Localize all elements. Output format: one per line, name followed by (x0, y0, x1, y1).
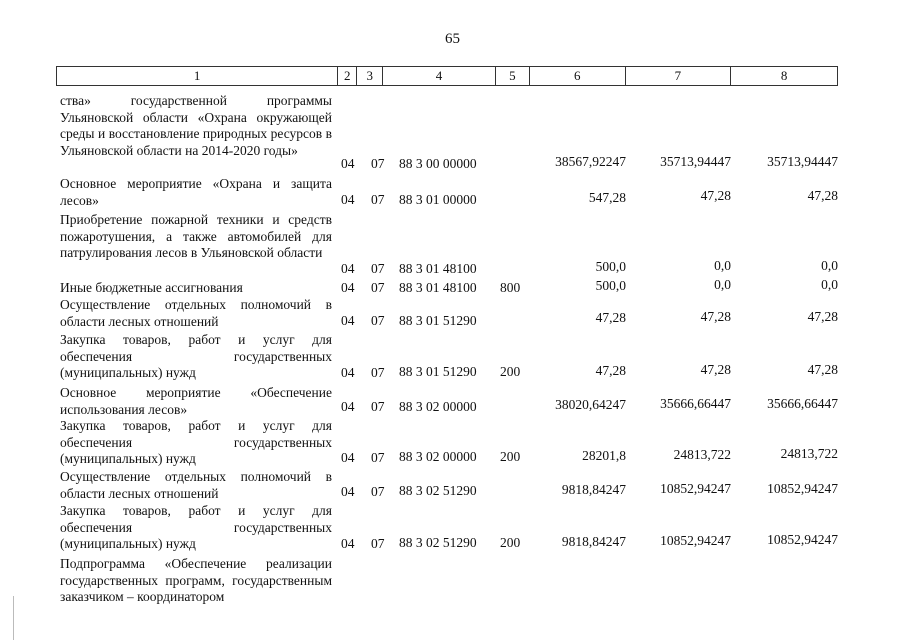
row-pr: 07 (371, 536, 385, 551)
row-value-8: 0,0 (821, 277, 838, 292)
header-col-2: 2 (338, 67, 357, 85)
row-description: Осуществление отдельных полномочий в области лесных отношений (60, 469, 332, 501)
row-value-8: 10852,94247 (767, 532, 838, 547)
row-pr: 07 (371, 261, 385, 276)
row-description: Закупка товаров, работ и услуг для обеспечения государственных (муниципальных) нужд (60, 332, 332, 380)
row-description: ства» государственной программы Ульяновской области «Охрана окружающей среды и восстановление природных ресурсов в Ульяновской области на 2014-2020 годы» (60, 93, 332, 158)
row-pr: 07 (371, 399, 385, 414)
row-value-7: 0,0 (714, 258, 731, 273)
header-col-4: 4 (383, 67, 496, 85)
row-description: Подпрограмма «Обеспечение реализации государственных программ, государственным заказчиком – координатором (60, 556, 332, 604)
row-value-7: 35713,94447 (660, 154, 731, 169)
row-csr: 88 3 01 00000 (399, 192, 477, 207)
row-csr: 88 3 01 51290 (399, 364, 477, 379)
header-col-8: 8 (780, 68, 788, 83)
row-csr: 88 3 01 51290 (399, 313, 477, 328)
row-csr: 88 3 01 48100 (399, 280, 477, 295)
row-description: Основное мероприятие «Охрана и защита лесов» (60, 176, 332, 208)
row-value-8: 47,28 (807, 309, 838, 324)
row-value-8: 24813,722 (780, 446, 838, 461)
row-value-7: 47,28 (700, 188, 731, 203)
row-pr: 07 (371, 450, 385, 465)
row-rz: 04 (341, 313, 355, 328)
row-csr: 88 3 01 48100 (399, 261, 477, 276)
row-csr: 88 3 02 51290 (399, 483, 477, 498)
row-pr: 07 (371, 192, 385, 207)
row-value-6: 28201,8 (582, 448, 626, 463)
header-col-1: 1 (57, 67, 338, 85)
row-value-7: 10852,94247 (660, 533, 731, 548)
row-value-7: 24813,722 (673, 447, 731, 462)
row-description: Закупка товаров, работ и услуг для обеспечения государственных (муниципальных) нужд (60, 418, 332, 466)
row-value-7: 47,28 (700, 309, 731, 324)
row-rz: 04 (341, 450, 355, 465)
table-header (56, 66, 838, 86)
row-description: Основное мероприятие «Обеспечение использования лесов» (60, 385, 332, 417)
row-rz: 04 (341, 399, 355, 414)
row-description: Закупка товаров, работ и услуг для обеспечения государственных (муниципальных) нужд (60, 503, 332, 551)
row-csr: 88 3 02 00000 (399, 449, 477, 464)
row-value-6: 47,28 (595, 310, 626, 325)
row-value-6: 500,0 (595, 259, 626, 274)
row-value-8: 35666,66447 (767, 396, 838, 411)
row-value-6: 38020,64247 (555, 397, 626, 412)
row-description: Иные бюджетные ассигнования (60, 280, 243, 295)
row-pr: 07 (371, 365, 385, 380)
header-col-3: 3 (357, 67, 383, 85)
header-col-5: 5 (496, 67, 530, 85)
row-vr: 200 (500, 535, 521, 550)
row-rz: 04 (341, 156, 355, 171)
row-value-7: 0,0 (714, 277, 731, 292)
row-value-7: 47,28 (700, 362, 731, 377)
row-pr: 07 (371, 484, 385, 499)
row-rz: 04 (341, 280, 355, 295)
row-value-8: 0,0 (821, 258, 838, 273)
row-description: Осуществление отдельных полномочий в области лесных отношений (60, 297, 332, 329)
row-pr: 07 (371, 156, 385, 171)
row-value-6: 9818,84247 (561, 482, 626, 497)
row-csr: 88 3 00 00000 (399, 156, 477, 171)
row-description: Приобретение пожарной техники и средств пожаротушения, а также автомобилей для патрулирования лесов в Ульяновской области (60, 212, 332, 260)
row-value-8: 35713,94447 (767, 154, 838, 169)
row-vr: 800 (500, 280, 521, 295)
row-value-6: 38567,92247 (555, 154, 626, 169)
row-rz: 04 (341, 536, 355, 551)
header-col-6: 6 (530, 67, 626, 85)
scan-margin-line (13, 596, 14, 640)
row-rz: 04 (341, 261, 355, 276)
row-value-6: 547,28 (588, 190, 626, 205)
row-vr: 200 (500, 449, 521, 464)
row-value-8: 47,28 (807, 362, 838, 377)
row-value-6: 9818,84247 (561, 534, 626, 549)
row-pr: 07 (371, 313, 385, 328)
row-vr: 200 (500, 364, 521, 379)
row-csr: 88 3 02 51290 (399, 535, 477, 550)
row-value-6: 47,28 (595, 363, 626, 378)
row-rz: 04 (341, 484, 355, 499)
page-number: 65 (445, 31, 460, 47)
row-value-8: 47,28 (807, 188, 838, 203)
header-col-7: 7 (626, 67, 732, 85)
row-rz: 04 (341, 365, 355, 380)
row-rz: 04 (341, 192, 355, 207)
row-value-7: 35666,66447 (660, 396, 731, 411)
row-value-6: 500,0 (595, 278, 626, 293)
row-csr: 88 3 02 00000 (399, 399, 477, 414)
row-value-7: 10852,94247 (660, 481, 731, 496)
row-value-8: 10852,94247 (767, 481, 838, 496)
row-pr: 07 (371, 280, 385, 295)
